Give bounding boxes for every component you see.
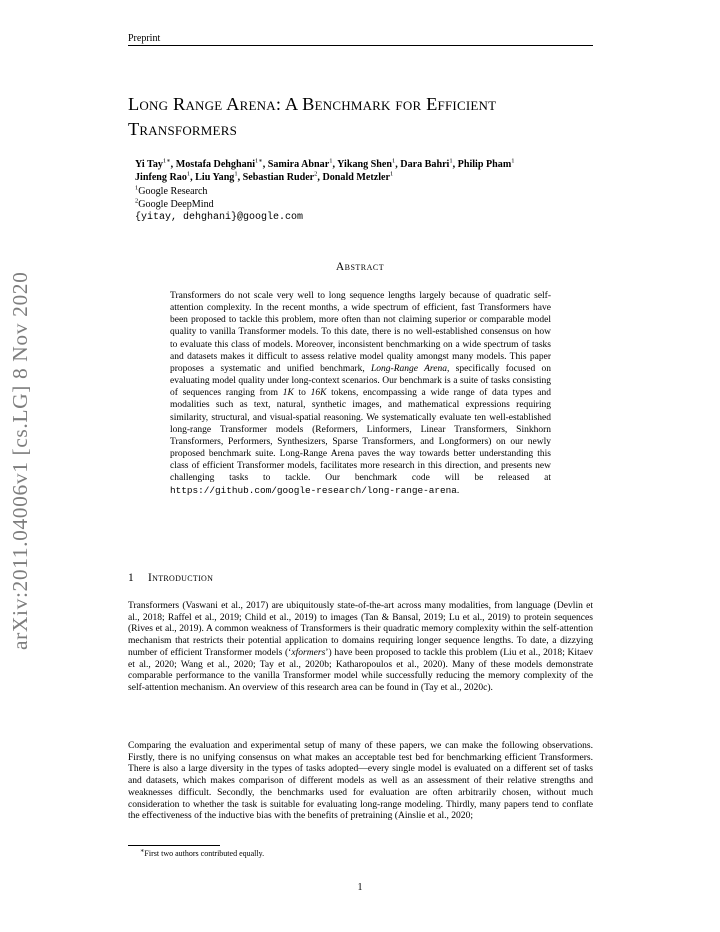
abstract-sentence: tokens, encompassing a wide range of data types and modalities such as text, natural, synthetic images, and mathematical expressions requiring similarity, structural, and visual-spatial reasoning. We systematically evaluate ten well-established long-range Transformer models (Reformers, Linformers, Linear Transformers, Sinkhorn Transformers, Performers, Synthesizers, Sparse Transformers, and Longformers) on our newly proposed benchmark suite. Long-Range Arena paves the way towards better understanding this class of efficient Transformer models, facilitates more research in this direction, and presents new challenging tasks to tackle. Our benchmark code will be released at (170, 388, 552, 484)
abstract-sentence: . (456, 485, 460, 496)
title-line-2: Transformers (128, 119, 238, 139)
author-name: , Donald Metzler (317, 172, 391, 183)
author-marker: 2 (314, 170, 318, 178)
abstract-sentence: Transformers do not scale very well to long sequence lengths largely because of quadratic self-attention complexity. In the recent months, a wide spectrum of efficient, fast Transformers have been proposed to tackle this problem, more often than not claiming superior or comparable model quality to vanilla Transformer models. To this date, there is no well-established consensus on how to evaluate this class of models. Moreover, inconsistent benchmarking on a wide spectrum of tasks and datasets makes it difficult to assess relative model quality amongst many models. This paper proposes a systematic and unified benchmark, (170, 291, 551, 374)
author-marker: 1 (449, 157, 453, 165)
paper-title (128, 92, 598, 142)
footnote-rule (128, 845, 220, 846)
abstract-sentence: , specifically focused on evaluating model quality under long-context scenarios. Our benchmark is a suite of tasks consisting of sequences ranging from (170, 363, 552, 399)
author-name: , Dara Bahri (395, 159, 450, 170)
author-marker: 1 (390, 170, 394, 178)
paragraph-text: ’) have been proposed to tackle this problem (Liu et al., 2018; Kitaev et al., 2020; Wang et al., 2020; Tay et al., 2020b; Katharopoulos et al., 2020). Many of these models demonstrate comparable performance to the vanilla Transformer model while successfully reducing the memory complexity of the self-attention mechanism. An overview of this research area can be found in (Tay et al., 2020c). (128, 646, 593, 693)
affiliation-google-research (135, 186, 207, 198)
arxiv-stamp-text: arXiv:2011.04006v1 [cs.LG] 8 Nov 2020 (8, 271, 32, 650)
abstract-text (170, 290, 551, 497)
author-name: , Samira Abnar (262, 159, 330, 170)
abstract-heading: Abstract (335, 261, 385, 273)
page-number: 1 (357, 882, 363, 893)
section-heading-introduction (128, 572, 213, 584)
author-marker: 1 (329, 157, 333, 165)
author-marker: 1 (511, 157, 515, 165)
affiliation-name: Google DeepMind (138, 199, 214, 210)
author-list (135, 158, 595, 184)
author-line-2 (135, 171, 595, 184)
affiliation-google-deepmind (135, 199, 214, 211)
author-name: , Yikang Shen (332, 159, 392, 170)
author-marker: 1 (186, 170, 191, 178)
benchmark-name: Long-Range Arena (371, 363, 447, 374)
affiliation-name: Google Research (138, 186, 208, 197)
author-name: , Sebastian Ruder (237, 172, 315, 183)
title-line-1: Long Range Arena: A Benchmark for Efficient (128, 94, 497, 114)
header-rule (128, 45, 593, 46)
math-term: 16K (310, 388, 327, 399)
intro-paragraph-2: Comparing the evaluation and experimental setup of many of these papers, we can make the following observations. Firstly, there is no unifying consensus on what makes an acceptable test bed for benchmarking efficient Transformers. There is also a large diversity in the types of tasks adopted—every single model is evaluated on a different set of tasks and datasets, which makes comparison of different models as well as an assessment of their relative strengths and weaknesses difficult. Secondly, the benchmarks used for evaluation are often arbitrarily chosen, without much consideration to whether the task is suitable for evaluating long-range modeling. Thirdly, many papers tend to conflate the effectiveness of the inductive bias with the benefits of pretraining (Ainslie et al., 2020; (128, 740, 593, 822)
code-link[interactable]: https://github.com/google-research/long-range-arena (170, 484, 457, 496)
author-name: , Liu Yang (190, 172, 235, 183)
author-marker: 1 (234, 170, 238, 178)
section-title: Introduction (148, 572, 214, 584)
author-name: Yi Tay (135, 159, 163, 170)
affiliation-marker: 1 (135, 184, 139, 192)
author-marker: 1∗ (255, 157, 263, 165)
abstract-sentence: to (298, 388, 306, 399)
section-number: 1 (128, 572, 135, 584)
author-line-1 (135, 158, 595, 171)
author-name: , Philip Pham (452, 159, 512, 170)
xformers-term: xformers (291, 646, 326, 658)
author-name: , Mostafa Dehghani (170, 159, 256, 170)
footnote-text: First two authors contributed equally. (144, 849, 265, 858)
paragraph-text: Transformers (Vaswani et al., 2017) are ubiquitously state-of-the-art across many modalities, from language (Devlin et al., 2018; Raffel et al., 2019; Child et al., 2019) to images (Tan & Bansal, 2019; Lu et al., 2019) to protein sequences (Rives et al., 2019). A common weakness of Transformers is their quadratic memory complexity within the self-attention mechanism that restricts their potential application to domains requiring longer sequence lengths. To date, a dizzying number of efficient Transformer models (‘ (128, 600, 593, 658)
running-header: Preprint (128, 33, 161, 44)
affiliation-marker: 2 (135, 197, 139, 205)
intro-paragraph-1 (128, 600, 593, 694)
author-marker: 1∗ (162, 157, 171, 165)
footnote-marker: ∗ (140, 847, 145, 855)
footnote (140, 849, 264, 858)
author-marker: 1 (392, 157, 396, 165)
math-term: 1K (282, 388, 294, 399)
author-email[interactable]: {yitay, dehghani}@google.com (135, 212, 304, 223)
author-name: Jinfeng Rao (135, 172, 187, 183)
